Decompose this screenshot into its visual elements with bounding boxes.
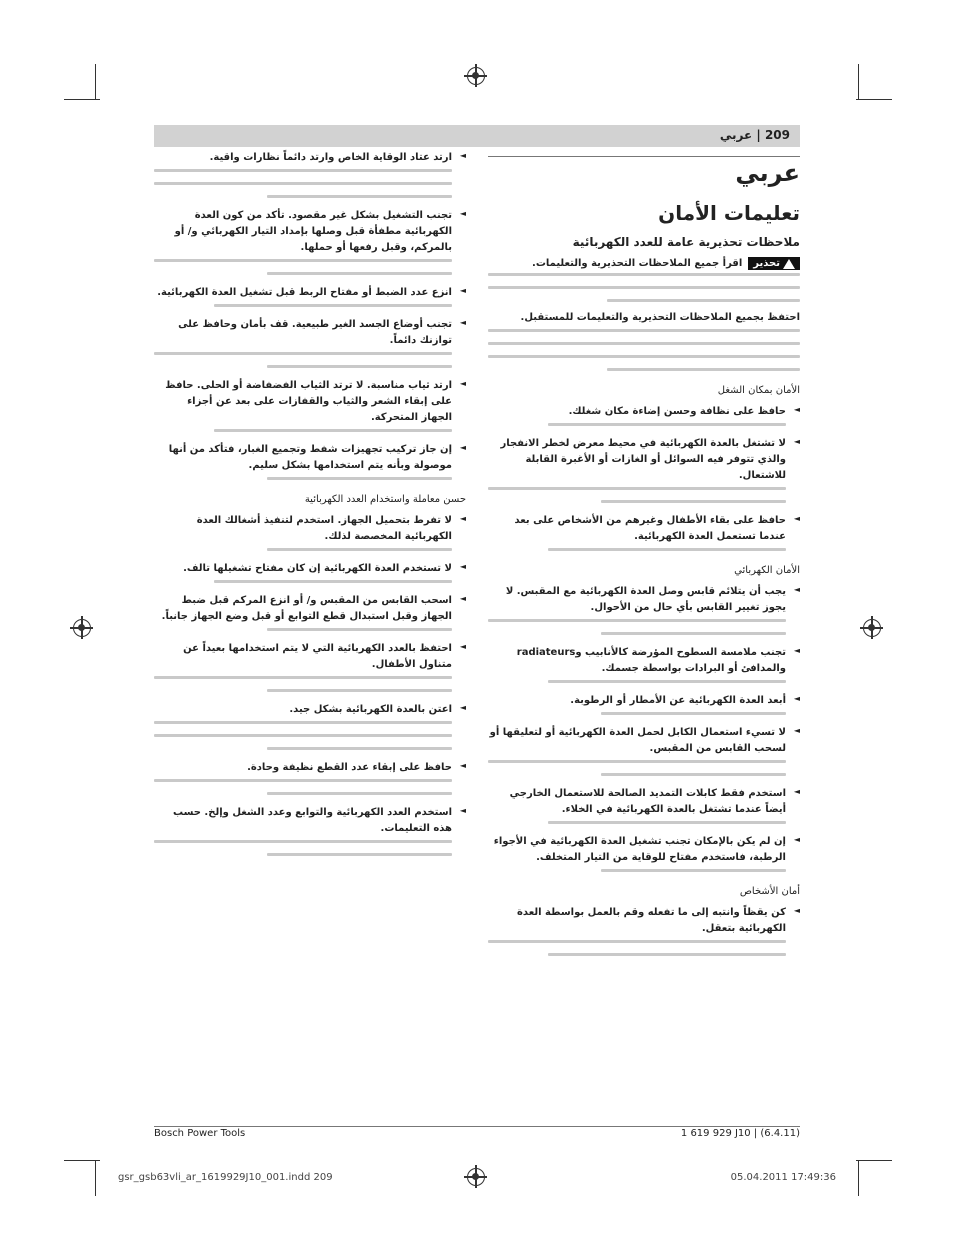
body-text-lines xyxy=(488,329,800,371)
print-slug-date: 05.04.2011 17:49:36 xyxy=(730,1172,836,1183)
bullet-triangle-icon: ◄ xyxy=(459,562,466,571)
bullet-triangle-icon: ◄ xyxy=(793,405,800,414)
crop-mark xyxy=(858,1160,859,1196)
section-heading-electrical: الأمان الكهربائي xyxy=(734,565,800,576)
footer-doc-number: 1 619 929 J10 | (6.4.11) xyxy=(680,1128,800,1139)
bullet-triangle-icon: ◄ xyxy=(793,437,800,446)
section-heading-handling: حسن معاملة واستخدام العدد الكهربائية xyxy=(304,494,466,505)
bullet-triangle-icon: ◄ xyxy=(459,594,466,603)
list-item: ◄ استخدم فقط كابلات التمديد الصالحة للاستعمال الخارجي أيضاً عندما تشتغل بالعدة الكهربائية في الخلاء. xyxy=(488,786,800,824)
crop-mark xyxy=(64,1160,100,1161)
bullet-triangle-icon: ◄ xyxy=(459,209,466,218)
crop-mark xyxy=(64,99,100,100)
bullet-triangle-icon: ◄ xyxy=(459,286,466,295)
bullet-triangle-icon: ◄ xyxy=(459,443,466,452)
language-title: عربي xyxy=(488,156,800,187)
warning-badge: تحذير xyxy=(748,257,800,270)
list-item: ◄ انزع عدد الضبط أو مفتاح الربط قبل تشغيل العدة الكهربائية. xyxy=(154,285,466,307)
bullet-triangle-icon: ◄ xyxy=(793,694,800,703)
list-item: ◄ ارتد ثياب مناسبة. لا ترتد الثياب الفضفاضة أو الحلى. حافظ على إبقاء الشعر والثياب والقفازات على بعد عن أجزاء الجهاز المتحركة. xyxy=(154,378,466,432)
registration-mark-icon xyxy=(467,1168,485,1186)
section-heading-work-area: الأمان بمكان الشغل xyxy=(717,385,800,396)
bullet-triangle-icon: ◄ xyxy=(793,726,800,735)
body-text-lines xyxy=(488,273,800,302)
crop-mark xyxy=(856,99,892,100)
registration-mark-icon xyxy=(467,67,485,85)
bullet-triangle-icon: ◄ xyxy=(459,514,466,523)
warning-block xyxy=(488,257,800,302)
list-item: ◄ اعتن بالعدة الكهربائية بشكل جيد. xyxy=(154,702,466,750)
bullet-triangle-icon: ◄ xyxy=(459,642,466,651)
bullet-triangle-icon: ◄ xyxy=(459,806,466,815)
bullet-triangle-icon: ◄ xyxy=(793,585,800,594)
crop-mark xyxy=(95,1160,96,1196)
print-slug-file: gsr_gsb63vli_ar_1619929J10_001.indd 209 xyxy=(118,1172,333,1183)
crop-mark xyxy=(856,1160,892,1161)
footer-publisher: Bosch Power Tools xyxy=(154,1128,246,1139)
bullet-triangle-icon: ◄ xyxy=(793,835,800,844)
list-item: ◄ لا تسيء استعمال الكابل لحمل العدة الكهربائية أو لتعليقها أو لسحب القابس من المقبس. xyxy=(488,725,800,776)
registration-mark-icon xyxy=(863,619,881,637)
bullet-triangle-icon: ◄ xyxy=(459,318,466,327)
crop-mark xyxy=(95,64,96,100)
list-item: ◄ احتفظ بالعدد الكهربائية التي لا يتم استخدامها بعيداً عن متناول الأطفال. xyxy=(154,641,466,692)
list-item: ◄ إن جاز تركيب تجهيزات شفط وتجميع الغبار، فتأكد من أنها موصولة وبأنه يتم استخدامها بشكل سليم. xyxy=(154,442,466,480)
bullet-triangle-icon: ◄ xyxy=(459,703,466,712)
list-item: ◄ استخدم العدد الكهربائية والتوابع وعدد الشغل وإلخ. حسب هذه التعليمات. xyxy=(154,805,466,856)
bullet-triangle-icon: ◄ xyxy=(459,761,466,770)
bullet-triangle-icon: ◄ xyxy=(793,906,800,915)
list-item: ◄ لا تشتغل بالعدة الكهربائية في محيط معرض لخطر الانفجار والذي تتوفر فيه السوائل أو الغازات أو الأغبرة القابلة للاشتعال. xyxy=(488,436,800,503)
bullet-triangle-icon: ◄ xyxy=(459,151,466,160)
list-item: ◄ تجنب ملامسة السطوح المؤرضة كالأنابيب وradiateurs والمدافئ أو البرادات بواسطة جسمك. xyxy=(488,645,800,683)
warning-triangle-icon xyxy=(783,259,795,269)
list-item: ◄ أبعد العدة الكهربائية عن الأمطار أو الرطوبة. xyxy=(488,693,800,715)
list-item: ◄ حافظ على بقاء الأطفال وغيرهم من الأشخاص على بعد عندما تستعمل العدة الكهربائية. xyxy=(488,513,800,551)
page-number-label: 209 | عربي xyxy=(719,128,790,142)
list-item: ◄ تجنب التشغيل بشكل غير مقصود. تأكد من كون العدة الكهربائية مطفأة قبل وصلها بإمداد التيار الكهربائي و/ أو بالمركم، وقبل رفعها أو حملها. xyxy=(154,208,466,275)
section-heading-persons: أمان الأشخاص xyxy=(739,886,800,897)
bullet-triangle-icon: ◄ xyxy=(793,514,800,523)
right-column xyxy=(488,150,800,966)
general-warnings-subtitle: ملاحظات تحذيرية عامة للعدد الكهربائية xyxy=(572,235,800,249)
list-item: ◄ كن يقظاً وانتبه إلى ما تفعله وقم بالعمل بواسطة العدة الكهربائية بتعقل. xyxy=(488,905,800,956)
list-item: ◄ ارتد عتاد الوقاية الخاص وارتد دائماً نظارات واقية. xyxy=(154,150,466,198)
list-item: ◄ اسحب القابس من المقبس و/ أو انزع المركم قبل ضبط الجهاز وقبل استبدال قطع التوابع أو قبل وضع الجهاز جانباً. xyxy=(154,593,466,631)
bullet-triangle-icon: ◄ xyxy=(793,787,800,796)
bullet-triangle-icon: ◄ xyxy=(459,379,466,388)
crop-mark xyxy=(858,64,859,100)
list-item: ◄ تجنب أوضاع الجسد الغير طبيعية. قف بأمان وحافظ على توازنك دائماً. xyxy=(154,317,466,368)
list-item: ◄ لا تفرط بتحميل الجهاز. استخدم لتنفيذ أشغالك العدة الكهربائية المخصصة لذلك. xyxy=(154,513,466,551)
list-item: ◄ لا تستخدم العدة الكهربائية إن كان مفتاح تشغيلها تالف. xyxy=(154,561,466,583)
footer-rule xyxy=(154,1126,800,1127)
list-item: ◄ حافظ على نظافة وحسن إضاءة مكان شغلك. xyxy=(488,404,800,426)
keep-instructions-note: احتفظ بجميع الملاحظات التحذيرية والتعليمات للمستقبل. xyxy=(520,312,800,323)
list-item: ◄ إن لم يكن بالإمكان تجنب تشغيل العدة الكهربائية في الأجواء الرطبة، فاستخدم مفتاح للوقاية من التيار المتخلف. xyxy=(488,834,800,872)
list-item: ◄ يجب أن يتلائم قابس وصل العدة الكهربائية مع المقبس. لا يجوز تغيير القابس بأي حال من الأحوال. xyxy=(488,584,800,635)
safety-title: تعليمات الأمان xyxy=(658,201,800,225)
bullet-triangle-icon: ◄ xyxy=(793,646,800,655)
warning-lead: اقرأ جميع الملاحظات التحذيرية والتعليمات. xyxy=(532,258,743,269)
page-header xyxy=(154,125,800,147)
left-column xyxy=(154,150,466,866)
list-item: ◄ حافظ على إبقاء عدد القطع نظيفة وحادة. xyxy=(154,760,466,795)
registration-mark-icon xyxy=(73,619,91,637)
